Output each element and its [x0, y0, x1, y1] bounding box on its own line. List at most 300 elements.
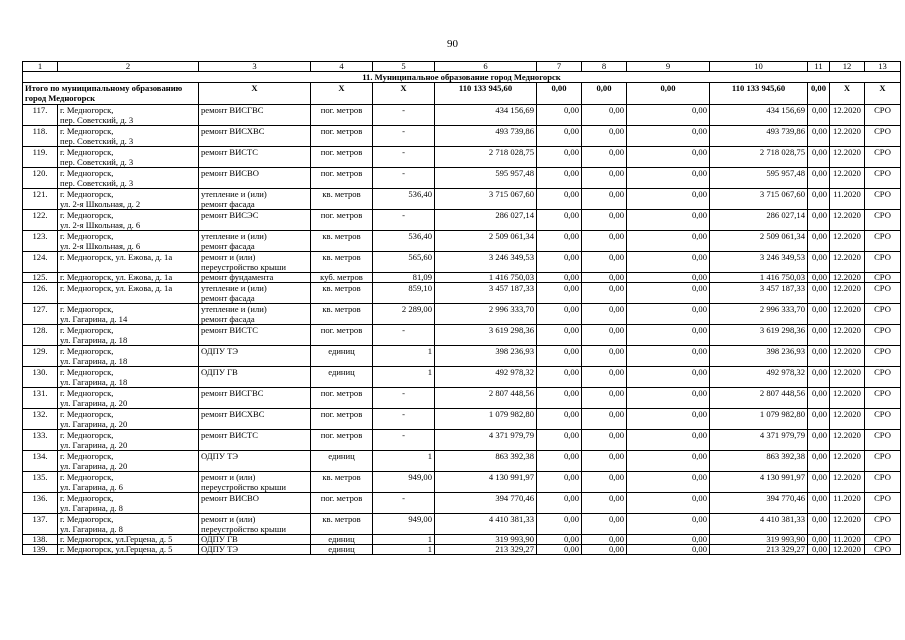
- quantity-cell: -: [373, 105, 435, 126]
- fund-cell-11: 0,00: [808, 409, 830, 430]
- work-type-line: ремонт ВИСТС: [201, 430, 259, 440]
- work-type-line: ремонт фасада: [201, 241, 255, 251]
- fund-cell-10: 3 715 067,60: [710, 189, 808, 210]
- quantity-cell: -: [373, 126, 435, 147]
- total-c9: 0,00: [627, 83, 710, 105]
- work-type-cell: [199, 210, 311, 231]
- address-cell: [58, 430, 199, 451]
- fund-cell-11: 0,00: [808, 105, 830, 126]
- total-cost-cell: 2 807 448,56: [435, 388, 537, 409]
- address-cell: [58, 147, 199, 168]
- fund-cell-8: 0,00: [582, 493, 627, 514]
- fund-cell-11: 0,00: [808, 451, 830, 472]
- work-type-line: ОДПУ ГВ: [201, 367, 238, 377]
- address-cell: [58, 126, 199, 147]
- table-row: [23, 545, 901, 555]
- fund-cell-7: 0,00: [537, 147, 582, 168]
- address-cell: [58, 451, 199, 472]
- fund-cell-11: 0,00: [808, 545, 830, 555]
- row-number: 130.: [23, 367, 58, 388]
- address-line: ул. Гагарина, д. 6: [60, 482, 123, 492]
- row-number: 134.: [23, 451, 58, 472]
- total-cost-cell: 4 130 991,97: [435, 472, 537, 493]
- total-cost-cell: 492 978,32: [435, 367, 537, 388]
- work-type-line: ремонт фасада: [201, 314, 255, 324]
- work-type-cell: [199, 514, 311, 535]
- address-cell: [58, 514, 199, 535]
- unit-cell: пог. метров: [311, 388, 373, 409]
- quantity-cell: 1: [373, 535, 435, 545]
- fund-cell-7: 0,00: [537, 514, 582, 535]
- table-row: [23, 168, 901, 189]
- work-type-cell: [199, 168, 311, 189]
- fund-cell-9: 0,00: [627, 126, 710, 147]
- work-type-line: переустройство крыши: [201, 262, 286, 272]
- total-c7: 0,00: [537, 83, 582, 105]
- fund-cell-10: 319 993,90: [710, 535, 808, 545]
- fund-cell-8: 0,00: [582, 430, 627, 451]
- quantity-cell: 949,00: [373, 472, 435, 493]
- address-line: г. Медногорск,: [60, 126, 114, 136]
- address-line: г. Медногорск, ул.Герцена, д. 5: [60, 544, 173, 554]
- unit-cell: пог. метров: [311, 126, 373, 147]
- fund-cell-9: 0,00: [627, 514, 710, 535]
- total-cost-cell: 595 957,48: [435, 168, 537, 189]
- completion-date-cell: 12.2020: [830, 283, 865, 304]
- address-cell: [58, 535, 199, 545]
- fund-cell-11: 0,00: [808, 472, 830, 493]
- address-cell: [58, 231, 199, 252]
- address-line: г. Медногорск,: [60, 210, 114, 220]
- method-cell: СРО: [865, 273, 901, 283]
- column-number: 10: [710, 62, 808, 72]
- fund-cell-8: 0,00: [582, 514, 627, 535]
- fund-cell-10: 394 770,46: [710, 493, 808, 514]
- fund-cell-8: 0,00: [582, 283, 627, 304]
- total-cost-cell: 2 509 061,34: [435, 231, 537, 252]
- method-cell: СРО: [865, 325, 901, 346]
- fund-cell-8: 0,00: [582, 346, 627, 367]
- table-row: [23, 126, 901, 147]
- address-line: г. Медногорск,: [60, 451, 114, 461]
- fund-cell-9: 0,00: [627, 252, 710, 273]
- quantity-cell: 2 289,00: [373, 304, 435, 325]
- fund-cell-9: 0,00: [627, 325, 710, 346]
- table-row: [23, 430, 901, 451]
- fund-cell-8: 0,00: [582, 252, 627, 273]
- fund-cell-7: 0,00: [537, 325, 582, 346]
- work-type-line: ремонт ВИСХВС: [201, 409, 265, 419]
- work-type-cell: [199, 252, 311, 273]
- fund-cell-7: 0,00: [537, 535, 582, 545]
- work-type-line: ОДПУ ТЭ: [201, 451, 239, 461]
- method-cell: СРО: [865, 304, 901, 325]
- total-c13: Х: [865, 83, 901, 105]
- fund-cell-7: 0,00: [537, 388, 582, 409]
- fund-cell-11: 0,00: [808, 283, 830, 304]
- work-type-line: ремонт фасада: [201, 199, 255, 209]
- table-row: [23, 472, 901, 493]
- fund-cell-11: 0,00: [808, 126, 830, 147]
- fund-cell-7: 0,00: [537, 168, 582, 189]
- fund-cell-7: 0,00: [537, 346, 582, 367]
- method-cell: СРО: [865, 210, 901, 231]
- total-cost-cell: 1 079 982,80: [435, 409, 537, 430]
- fund-cell-8: 0,00: [582, 231, 627, 252]
- method-cell: СРО: [865, 231, 901, 252]
- row-number: 131.: [23, 388, 58, 409]
- table-row: [23, 210, 901, 231]
- table-row: [23, 346, 901, 367]
- fund-cell-10: 213 329,27: [710, 545, 808, 555]
- fund-cell-9: 0,00: [627, 105, 710, 126]
- completion-date-cell: 11.2020: [830, 493, 865, 514]
- method-cell: СРО: [865, 409, 901, 430]
- table-row: [23, 304, 901, 325]
- total-cost-cell: 319 993,90: [435, 535, 537, 545]
- address-line: ул. Гагарина, д. 18: [60, 356, 128, 366]
- completion-date-cell: 12.2020: [830, 304, 865, 325]
- work-type-line: ОДПУ ТЭ: [201, 544, 239, 554]
- work-type-line: утепление и (или): [201, 304, 267, 314]
- work-type-cell: [199, 147, 311, 168]
- row-number: 125.: [23, 273, 58, 283]
- fund-cell-11: 0,00: [808, 535, 830, 545]
- quantity-cell: -: [373, 147, 435, 168]
- fund-cell-8: 0,00: [582, 126, 627, 147]
- address-line: ул. Гагарина, д. 18: [60, 335, 128, 345]
- fund-cell-7: 0,00: [537, 252, 582, 273]
- method-cell: СРО: [865, 367, 901, 388]
- address-line: пер. Советский, д. 3: [60, 178, 134, 188]
- work-type-line: ремонт ВИСХВС: [201, 126, 265, 136]
- unit-cell: единиц: [311, 545, 373, 555]
- address-cell: [58, 325, 199, 346]
- quantity-cell: 81,09: [373, 273, 435, 283]
- quantity-cell: 536,40: [373, 231, 435, 252]
- page-number: 90: [447, 38, 458, 50]
- method-cell: СРО: [865, 105, 901, 126]
- row-number: 132.: [23, 409, 58, 430]
- address-line: г. Медногорск,: [60, 105, 114, 115]
- address-cell: [58, 493, 199, 514]
- unit-cell: единиц: [311, 451, 373, 472]
- column-number: 4: [311, 62, 373, 72]
- fund-cell-9: 0,00: [627, 451, 710, 472]
- row-number: 138.: [23, 535, 58, 545]
- fund-cell-11: 0,00: [808, 367, 830, 388]
- method-cell: СРО: [865, 514, 901, 535]
- row-number: 126.: [23, 283, 58, 304]
- fund-cell-11: 0,00: [808, 273, 830, 283]
- row-number: 120.: [23, 168, 58, 189]
- row-number: 137.: [23, 514, 58, 535]
- completion-date-cell: 12.2020: [830, 325, 865, 346]
- fund-cell-11: 0,00: [808, 252, 830, 273]
- method-cell: СРО: [865, 451, 901, 472]
- address-cell: [58, 346, 199, 367]
- column-number: 6: [435, 62, 537, 72]
- unit-cell: пог. метров: [311, 210, 373, 231]
- total-c4: Х: [311, 83, 373, 105]
- fund-cell-8: 0,00: [582, 472, 627, 493]
- unit-cell: пог. метров: [311, 147, 373, 168]
- unit-cell: кв. метров: [311, 189, 373, 210]
- work-type-line: ремонт и (или): [201, 472, 256, 482]
- work-type-cell: [199, 283, 311, 304]
- work-type-line: переустройство крыши: [201, 524, 286, 534]
- fund-cell-10: 1 416 750,03: [710, 273, 808, 283]
- total-cost-cell: 2 996 333,70: [435, 304, 537, 325]
- work-type-cell: [199, 367, 311, 388]
- fund-cell-7: 0,00: [537, 189, 582, 210]
- total-c11: 0,00: [808, 83, 830, 105]
- address-line: ул. Гагарина, д. 20: [60, 440, 128, 450]
- work-type-line: ОДПУ ТЭ: [201, 346, 239, 356]
- fund-cell-9: 0,00: [627, 304, 710, 325]
- work-type-line: ремонт и (или): [201, 252, 256, 262]
- completion-date-cell: 12.2020: [830, 147, 865, 168]
- fund-cell-8: 0,00: [582, 409, 627, 430]
- total-cost-cell: 3 619 298,36: [435, 325, 537, 346]
- fund-cell-11: 0,00: [808, 346, 830, 367]
- address-line: пер. Советский, д. 3: [60, 115, 134, 125]
- fund-cell-8: 0,00: [582, 304, 627, 325]
- completion-date-cell: 12.2020: [830, 231, 865, 252]
- fund-cell-7: 0,00: [537, 472, 582, 493]
- address-cell: [58, 273, 199, 283]
- fund-cell-9: 0,00: [627, 430, 710, 451]
- method-cell: СРО: [865, 189, 901, 210]
- work-type-cell: [199, 545, 311, 555]
- completion-date-cell: 12.2020: [830, 514, 865, 535]
- completion-date-cell: 12.2020: [830, 472, 865, 493]
- row-number: 128.: [23, 325, 58, 346]
- address-line: г. Медногорск, ул.Герцена, д. 5: [60, 534, 173, 544]
- total-cost-cell: 3 246 349,53: [435, 252, 537, 273]
- table-row: [23, 325, 901, 346]
- unit-cell: кв. метров: [311, 252, 373, 273]
- total-c10: 110 133 945,60: [710, 83, 808, 105]
- table-row: [23, 367, 901, 388]
- quantity-cell: 1: [373, 346, 435, 367]
- address-line: г. Медногорск,: [60, 514, 114, 524]
- address-line: г. Медногорск,: [60, 367, 114, 377]
- column-number: 2: [58, 62, 199, 72]
- completion-date-cell: 12.2020: [830, 126, 865, 147]
- quantity-cell: 565,60: [373, 252, 435, 273]
- fund-cell-7: 0,00: [537, 545, 582, 555]
- fund-cell-7: 0,00: [537, 126, 582, 147]
- table-row: [23, 451, 901, 472]
- fund-cell-8: 0,00: [582, 325, 627, 346]
- fund-cell-7: 0,00: [537, 283, 582, 304]
- address-line: г. Медногорск,: [60, 346, 114, 356]
- address-line: г. Медногорск,: [60, 472, 114, 482]
- total-cost-cell: 4 410 381,33: [435, 514, 537, 535]
- work-type-line: ремонт ВИСВО: [201, 493, 259, 503]
- fund-cell-10: 492 978,32: [710, 367, 808, 388]
- address-cell: [58, 283, 199, 304]
- address-line: ул. Гагарина, д. 20: [60, 461, 128, 471]
- column-number: 5: [373, 62, 435, 72]
- fund-cell-8: 0,00: [582, 535, 627, 545]
- fund-cell-10: 3 619 298,36: [710, 325, 808, 346]
- total-cost-cell: 398 236,93: [435, 346, 537, 367]
- row-number: 135.: [23, 472, 58, 493]
- fund-cell-10: 493 739,86: [710, 126, 808, 147]
- method-cell: СРО: [865, 493, 901, 514]
- fund-cell-9: 0,00: [627, 147, 710, 168]
- unit-cell: пог. метров: [311, 409, 373, 430]
- address-line: г. Медногорск,: [60, 231, 114, 241]
- fund-cell-10: 4 371 979,79: [710, 430, 808, 451]
- address-cell: [58, 545, 199, 555]
- table-row: [23, 493, 901, 514]
- method-cell: СРО: [865, 472, 901, 493]
- fund-cell-7: 0,00: [537, 451, 582, 472]
- address-cell: [58, 367, 199, 388]
- fund-cell-9: 0,00: [627, 283, 710, 304]
- fund-cell-10: 2 718 028,75: [710, 147, 808, 168]
- quantity-cell: -: [373, 325, 435, 346]
- work-type-cell: [199, 535, 311, 545]
- address-cell: [58, 189, 199, 210]
- address-cell: [58, 472, 199, 493]
- fund-cell-8: 0,00: [582, 388, 627, 409]
- section-title-row: [23, 72, 901, 83]
- quantity-cell: 1: [373, 545, 435, 555]
- row-number: 118.: [23, 126, 58, 147]
- row-number: 129.: [23, 346, 58, 367]
- row-number: 139.: [23, 545, 58, 555]
- completion-date-cell: 12.2020: [830, 105, 865, 126]
- total-cost-cell: 4 371 979,79: [435, 430, 537, 451]
- column-number: 12: [830, 62, 865, 72]
- address-cell: [58, 304, 199, 325]
- column-number-row: [23, 62, 901, 72]
- unit-cell: единиц: [311, 346, 373, 367]
- work-type-line: утепление и (или): [201, 231, 267, 241]
- fund-cell-10: 2 509 061,34: [710, 231, 808, 252]
- quantity-cell: -: [373, 409, 435, 430]
- work-type-line: ремонт ВИСЭС: [201, 210, 259, 220]
- fund-cell-10: 398 236,93: [710, 346, 808, 367]
- quantity-cell: -: [373, 168, 435, 189]
- fund-cell-11: 0,00: [808, 231, 830, 252]
- address-line: г. Медногорск,: [60, 388, 114, 398]
- table-row: [23, 535, 901, 545]
- table-row: [23, 514, 901, 535]
- table-row: [23, 283, 901, 304]
- fund-cell-7: 0,00: [537, 304, 582, 325]
- fund-cell-10: 3 246 349,53: [710, 252, 808, 273]
- work-type-line: переустройство крыши: [201, 482, 286, 492]
- unit-cell: кв. метров: [311, 304, 373, 325]
- address-line: ул. Гагарина, д. 8: [60, 503, 123, 513]
- fund-cell-9: 0,00: [627, 388, 710, 409]
- total-cost-cell: 3 715 067,60: [435, 189, 537, 210]
- total-cost-cell: 863 392,38: [435, 451, 537, 472]
- address-cell: [58, 388, 199, 409]
- fund-cell-9: 0,00: [627, 210, 710, 231]
- table-row: [23, 189, 901, 210]
- fund-cell-8: 0,00: [582, 105, 627, 126]
- total-cost-cell: 493 739,86: [435, 126, 537, 147]
- completion-date-cell: 12.2020: [830, 252, 865, 273]
- column-number: 11: [808, 62, 830, 72]
- work-type-line: ремонт и (или): [201, 514, 256, 524]
- work-type-cell: [199, 325, 311, 346]
- method-cell: СРО: [865, 283, 901, 304]
- completion-date-cell: 12.2020: [830, 451, 865, 472]
- work-type-cell: [199, 430, 311, 451]
- quantity-cell: -: [373, 493, 435, 514]
- fund-cell-8: 0,00: [582, 367, 627, 388]
- work-type-cell: [199, 472, 311, 493]
- fund-cell-8: 0,00: [582, 545, 627, 555]
- fund-cell-7: 0,00: [537, 493, 582, 514]
- fund-cell-11: 0,00: [808, 514, 830, 535]
- completion-date-cell: 12.2020: [830, 545, 865, 555]
- address-cell: [58, 252, 199, 273]
- quantity-cell: 1: [373, 451, 435, 472]
- fund-cell-11: 0,00: [808, 168, 830, 189]
- completion-date-cell: 12.2020: [830, 367, 865, 388]
- method-cell: СРО: [865, 147, 901, 168]
- address-line: ул. Гагарина, д. 20: [60, 398, 128, 408]
- table-row: [23, 388, 901, 409]
- fund-cell-9: 0,00: [627, 168, 710, 189]
- column-number: 8: [582, 62, 627, 72]
- completion-date-cell: 12.2020: [830, 210, 865, 231]
- fund-cell-11: 0,00: [808, 325, 830, 346]
- row-number: 119.: [23, 147, 58, 168]
- fund-cell-7: 0,00: [537, 273, 582, 283]
- address-cell: [58, 409, 199, 430]
- table-row: [23, 105, 901, 126]
- unit-cell: пог. метров: [311, 430, 373, 451]
- unit-cell: кв. метров: [311, 472, 373, 493]
- work-type-cell: [199, 273, 311, 283]
- column-number: 9: [627, 62, 710, 72]
- unit-cell: кв. метров: [311, 231, 373, 252]
- total-cost-cell: 286 027,14: [435, 210, 537, 231]
- completion-date-cell: 12.2020: [830, 168, 865, 189]
- address-line: г. Медногорск,: [60, 430, 114, 440]
- method-cell: СРО: [865, 252, 901, 273]
- column-number: 1: [23, 62, 58, 72]
- total-c3: Х: [199, 83, 311, 105]
- completion-date-cell: 12.2020: [830, 409, 865, 430]
- work-type-line: ремонт фундамента: [201, 272, 274, 282]
- fund-cell-10: 863 392,38: [710, 451, 808, 472]
- work-type-line: ремонт фасада: [201, 293, 255, 303]
- fund-cell-9: 0,00: [627, 472, 710, 493]
- total-cost-cell: 213 329,27: [435, 545, 537, 555]
- quantity-cell: 536,40: [373, 189, 435, 210]
- fund-cell-9: 0,00: [627, 545, 710, 555]
- address-line: г. Медногорск,: [60, 493, 114, 503]
- method-cell: СРО: [865, 430, 901, 451]
- column-number: 13: [865, 62, 901, 72]
- work-type-cell: [199, 126, 311, 147]
- fund-cell-9: 0,00: [627, 231, 710, 252]
- fund-cell-10: 595 957,48: [710, 168, 808, 189]
- unit-cell: единиц: [311, 367, 373, 388]
- fund-cell-7: 0,00: [537, 409, 582, 430]
- fund-cell-10: 2 996 333,70: [710, 304, 808, 325]
